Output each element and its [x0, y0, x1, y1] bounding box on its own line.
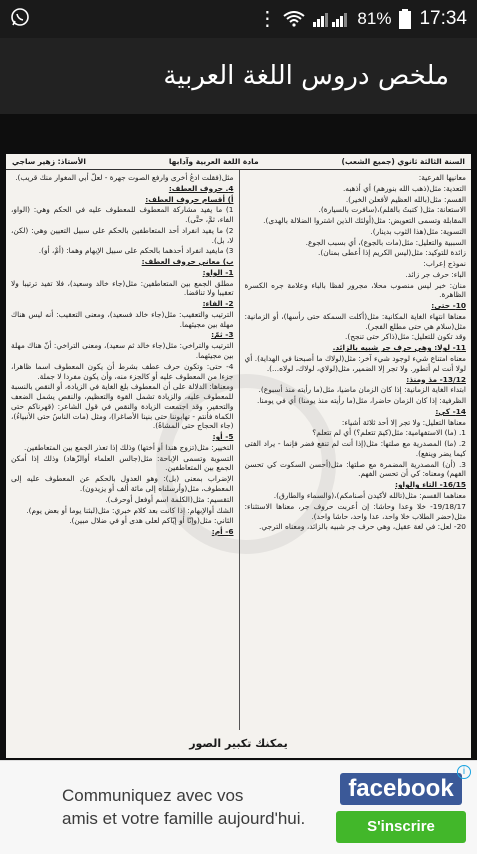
signup-button[interactable]: S'inscrire — [336, 811, 466, 843]
status-bar-right — [257, 8, 467, 30]
document-line: 20- لعل: في لغة عقيل، وهي حرف جر شبيه بالزائد، ومعناه الترجي. — [258, 522, 466, 532]
document-line: 3. (أن) المصدرية المضمرة مع صلتها: مثل(أحسن السكوت كي تحسن الفهم) ومعناه: كي أن تحسن الفهم. — [244, 459, 466, 479]
document-line: ابتداء الغاية الزمانية: إذا كان الزمان ماضيا، مثل(ما رأيته منذ أسبوع). — [258, 385, 466, 395]
signal-icon — [313, 11, 349, 27]
document-line: ب) معاني حروف العطف: — [141, 257, 234, 267]
battery-icon — [399, 9, 411, 29]
document-line: مطلق الجمع بين المتعاطفين: مثل(جاء خالد وسعيد)، فلا تفيد ترتيبا ولا تعقيبا ولا تناقضا. — [11, 278, 234, 298]
document-line: 16/15- التاء والواو: — [395, 480, 466, 490]
document-line: ومعناها: الدلالة على أن المعطوف بلغ الغاية في الزيادة، أو النقص بالنسبة للمعطوف عليه، والزيادة تشمل القوة والتعظيم، والنقص يشمل الضعف والتحقير، وقد اجتمعت الزيادة والنقص في قول الشاعر: (قهرناكم حتى الكماة فأنتم - تهابوننا حتى بنينا الأصاغرا)، ومثل (مات الناسُ حتى الأنبياءُ)،(جاء الحجاج حتى المشاةُ). — [11, 382, 234, 431]
document-line: 14- كي: — [435, 406, 466, 416]
document-line: الشك أوالإبهام: إذا كانت بعد كلام خبري: مثل(لبثنا يوما أو بعض يوم). — [26, 505, 234, 515]
document-line: 5- أو: — [212, 432, 234, 442]
document-line: التعدية: مثل(ذهب الله بنورهم) أي أذهبه. — [342, 183, 466, 193]
document-line: 11- لولا: وهي حرف جر شبيه بالزائد. — [332, 343, 466, 353]
status-bar — [0, 0, 477, 38]
document-header-subject: مادة اللغة العربية وآدابها — [168, 157, 259, 166]
document-line: التخيير: مثل(تزوج هندا أو أختها) وذلك إذا تعذر الجمع بين المتعاطفين. — [23, 442, 234, 452]
ad-text[interactable] — [0, 785, 331, 829]
document-header — [6, 154, 471, 170]
document-line: 1) ما يفيد مشاركة المعطوف للمعطوف عليه في الحكم وهي: (الواو، الفاء، ثمَّ، حتَّى). — [11, 205, 234, 225]
document-line: معناهما القسم: مثل(تالله لأكيدن أصنامكم)،(والسماء والطارق). — [273, 490, 466, 500]
document-header-grade: السنة الثالثة ثانوي (جميع الشعب) — [341, 157, 465, 166]
battery-percent: 81% — [357, 9, 392, 28]
document-line: الاستعانة: مثل( كتبتُ بالقلم)،(سافرت بالسيارة). — [318, 205, 466, 215]
document-line: 6- أم: — [211, 527, 234, 537]
ad-text-line2: amis et votre famille aujourd'hui. — [62, 808, 306, 828]
ad-info-icon[interactable]: i — [457, 765, 471, 779]
document-line: 4- حتى: وتكون حرف عطف بشرط أن يكون المعطوف اسما ظاهرا، جزءا من المعطوف عليه أو كالجزء منه، وأن يكون مفردا لا جملة. — [11, 361, 234, 381]
document-line: 4. حروف العطف: — [168, 183, 234, 193]
document-line: 1- الواو: — [202, 267, 234, 277]
ad-right — [331, 761, 471, 854]
document-line: الإضراب بمعنى (بل): وهو العدول بالحكم عن المعطوف عليه إلى المعطوف، مثل(وأرسلناه إلى مائة ألف أو يزيدون). — [11, 474, 234, 493]
page-title: ملخص دروس اللغة العربية — [163, 61, 449, 91]
document-line: معانيها الفرعية: — [418, 173, 466, 182]
document-line: التسوية: مثل(هذا الثوب بدينار). — [370, 226, 466, 236]
document-line: السببية والتعليل: مثل(مات بالجوع)، أي بسبب الجوع. — [305, 237, 466, 247]
document-line: التقسيم: مثل(الكلمة اسم أوفعل أوحرف). — [105, 494, 234, 504]
wifi-icon — [283, 11, 305, 27]
status-bar-left — [10, 7, 257, 32]
document-header-teacher: الأستاذ: زهير ساجي — [12, 157, 86, 166]
document-image[interactable] — [6, 154, 471, 758]
document-line: 3- ثمّ: — [211, 330, 234, 340]
document-line: منان: خبر ليس منصوب محلا، مجرور لفظا بالباء وعلامة جره الكسرة الظاهرة. — [244, 280, 466, 300]
content-area[interactable] — [0, 114, 477, 760]
facebook-logo: facebook — [340, 773, 461, 805]
whatsapp-icon — [10, 7, 30, 27]
document-line: الظرفية: إذا كان الزمان حاضرا، مثل(ما رأيته منذ يومنا) أي في يومنا. — [257, 396, 466, 406]
document-line: معناها التعليل: ولا تجر إلا أحد ثلاثة أشياء: — [341, 417, 466, 427]
document-line: 19/18/17- خلا وعدا وحاشا: إن أعربت حروف جر، معناها الاستثناء: مثل(حضر الطلاب خلا واحد، عدا واحد، حاشا واحد). — [244, 501, 466, 521]
document-line: نموذج إعراب: — [423, 259, 466, 269]
document-line: 10- حتى: — [431, 301, 466, 311]
document-line: 1. (ما) الاستفهامية: مثل(كيمَ تتعلم؟) أي لم تتعلم؟ — [312, 428, 466, 438]
document-line: 2- الفاء: — [202, 299, 234, 309]
document-line: وقد تكون للتعليل: مثل(ذاكر حتى تنجح). — [345, 332, 466, 342]
document-line: المقابلة وتسمى التعويض: مثل(أولئك الذين اشتروا الضلالة بالهدى). — [263, 216, 466, 226]
document-line: أ) أقسام حروف العطف: — [145, 194, 234, 204]
ad-banner[interactable] — [0, 760, 477, 854]
document-line: التسوية وتسمى الإباحة: مثل(جالس العلماء أوالزّهاد) وذلك إذا أمكن الجمع بين المتعاطفين. — [11, 453, 234, 473]
document-line: 2. (ما) المصدرية مع صلتها: مثل(إذا أنت لم تنفع فضر فإنما - يراد الفتى كيما يضر وينفع). — [244, 439, 466, 458]
document-line: 13/12- مذ ومنذ: — [406, 374, 466, 384]
clock: 17:34 — [419, 8, 467, 29]
document-line: معناها انتهاء الغاية المكانية: مثل(أكلت السمكة حتى رأسها)، أو الزمانية: مثل(سلام هي حتى مطلع الفجر). — [244, 311, 466, 331]
document-line: 3) مايفيد انفراد أحدهما بالحكم على سبيل الإبهام وهما: (أمْ، أو). — [38, 246, 234, 256]
document-line: 2) ما يفيد انفراد أحد المتعاطفين بالحكم على سبيل التعيين وهي: (لكن، لا، بل). — [11, 225, 234, 245]
document-line: الثاني: مثل(وإنّا أو إيّاكم لعلى هدى أو في ضلال مبين). — [69, 516, 234, 526]
document-line: الترتيب والتراخي: مثل(جاء خالد ثم سعيد)، ومعنى التراخي: أنّ هناك مهلة بين مجيئهما. — [11, 341, 234, 361]
document-line: مثل(فقلت ادعُ أخرى وارفع الصوت جهرة - لعلّ أبي المغوار منك قريب). — [15, 173, 234, 182]
document-line: الباء: حرف جر زائد. — [405, 269, 466, 279]
document-line: القسم: مثل(بالله العظيم لأفعلن الخير). — [345, 194, 466, 204]
document-line: زائدة للتوكيد: مثل(ليس الكريم إذا أعطى بمنان). — [318, 248, 466, 258]
document-line: الترتيب والتعقيب: مثل(جاء خالد فسعيد)، ومعنى التعقيب: أنه ليس هناك مهلة بين مجيئهما. — [11, 309, 234, 329]
menu-icon: ⋮ — [257, 8, 276, 30]
ad-text-line1: Communiquez avec vos — [62, 786, 244, 806]
app-bar — [0, 38, 477, 114]
zoom-hint: يمكنك تكبير الصور — [189, 737, 288, 750]
document-line: معناه امتناع شيء لوجود شيء آخر: مثل(لولاك ما أصبحنا في الهداية). أي لولا أنت لم أتطور. ولا تجر إلا الضمير، مثل(لولاي، لولاك، لولاه...). — [244, 354, 466, 373]
watermark — [156, 374, 336, 554]
